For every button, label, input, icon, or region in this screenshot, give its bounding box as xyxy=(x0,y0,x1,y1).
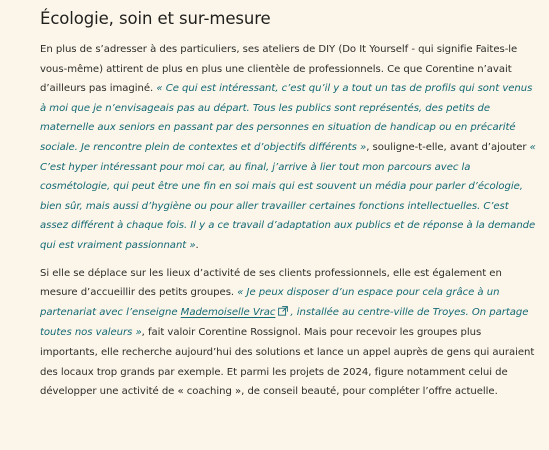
paragraph-1 xyxy=(40,40,539,256)
paragraph-1-quote-1: « Ce qui est intéressant, c’est qu’il y a tout un tas de profils qui sont venus à moi que je n’envisageais pas au départ. Tous les publics sont représentés, des petits de maternelle aux seniors en passant par des personnes en situation de handicap ou en précarité sociale. Je rencontre plein de contextes et d’objectifs différents » xyxy=(40,83,533,153)
paragraph-2-quote-1: « Je peux disposer d’un espace pour cela grâce à un partenariat avec l’enseigne xyxy=(40,287,500,318)
paragraph-1-text-2: , souligne-t-elle, avant d’ajouter xyxy=(366,141,530,153)
paragraph-2-text-2: , fait valoir Corentine Rossignol. Mais pour recevoir les groupes plus importants, elle recherche aujourd’hui des solutions et lance un appel auprès de gens qui auraient des locaux trop grands par exemple. Et parmi les projets de 2024, figure notamment celui de développer une activité de « coaching », de conseil beauté, pour compléter l’offre actuelle. xyxy=(40,327,535,398)
paragraph-1-quote-2: « C’est hyper intéressant pour moi car, au final, j’arrive à lier tout mon parcours avec la cosmétologie, qui peut être une fin en soi mais qui est souvent un média pour parler d’écologie, bien sûr, mais aussi d’hygiène ou pour aller travailler certaines fonctions intellectuelles. C’est assez différent à chaque fois. Il y a ce travail d’adaptation aux publics et de réponse à la demande qui est vraiment passionnant » xyxy=(40,141,536,251)
section-heading: Écologie, soin et sur-mesure xyxy=(40,9,271,28)
paragraph-2-text-1: Si elle se déplace sur les lieux d’activité de ses clients professionnels, elle est également en mesure d’accueillir des petits groupes. xyxy=(40,267,502,299)
paragraph-1-text-3: . xyxy=(195,239,199,251)
paragraph-2 xyxy=(40,264,539,402)
paragraph-2-quote-2: , installée au centre-ville de Troyes. On partage toutes nos valeurs » xyxy=(40,306,529,339)
mademoiselle-vrac-link[interactable]: Mademoiselle Vrac xyxy=(180,306,276,318)
external-link-icon[interactable] xyxy=(278,304,288,324)
paragraph-1-text-1: En plus de s’adresser à des particuliers, ses ateliers de DIY (Do It Yourself - qui signifie Faites-le vous-même) attirent de plus en plus une clientèle de professionnels. Ce que Corentine n’avait d’ailleurs pas imaginé. xyxy=(40,44,518,95)
